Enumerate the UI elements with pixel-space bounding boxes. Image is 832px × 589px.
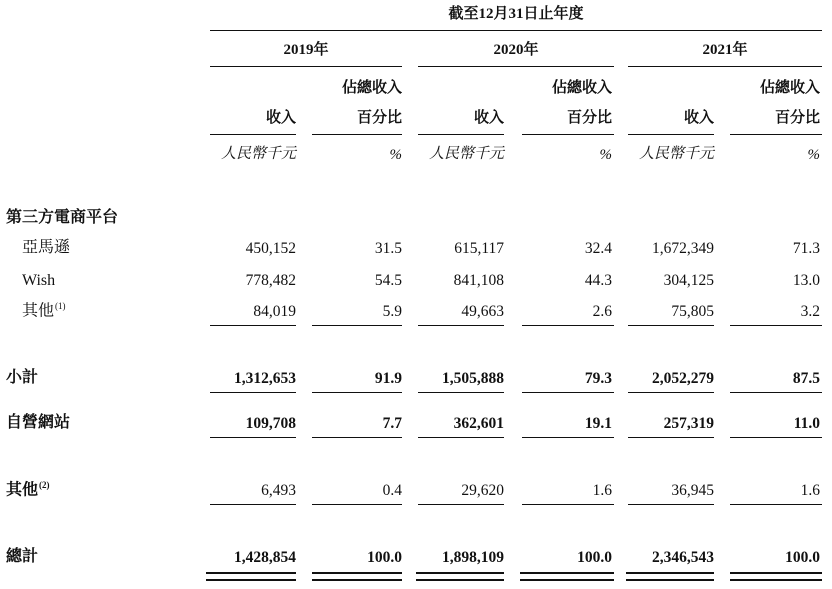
cell-pct-2021: 11.0 <box>793 415 820 432</box>
cell-revenue-2020: 362,601 <box>453 415 504 432</box>
cell-pct-2020: 32.4 <box>584 240 612 257</box>
cell-revenue-2021: 2,346,543 <box>652 549 714 566</box>
cell-pct-2020: 79.3 <box>584 370 612 387</box>
row-label: 亞馬遜 <box>22 239 71 256</box>
row-label: 自營網站 <box>6 414 71 431</box>
unit-pct-2019: % <box>389 147 402 163</box>
row-underline <box>418 504 504 505</box>
cell-pct-2021: 71.3 <box>792 240 820 257</box>
row-label <box>6 481 50 498</box>
row-underline <box>730 437 822 438</box>
unit-rmb-2021: 人民幣千元 <box>638 146 714 162</box>
row-underline <box>312 504 402 505</box>
cell-pct-2019: 91.9 <box>374 370 402 387</box>
footnote-marker: (2) <box>39 480 50 490</box>
row-label-text: 其他 <box>6 481 39 499</box>
year-underline-2019 <box>210 66 402 67</box>
unit-pct-2020: % <box>599 147 612 163</box>
row-underline <box>210 504 296 505</box>
cell-pct-2020: 1.6 <box>592 482 612 499</box>
total-double-underline <box>520 572 614 581</box>
cell-pct-2020: 2.6 <box>592 303 612 320</box>
col-pct-header-2019: 佔總收入 <box>341 80 402 96</box>
cell-pct-2021: 13.0 <box>792 272 820 289</box>
row-underline <box>628 392 714 393</box>
row-underline <box>522 325 614 326</box>
cell-revenue-2019: 84,019 <box>253 303 296 320</box>
cell-revenue-2020: 1,898,109 <box>442 549 504 566</box>
cell-pct-2020: 44.3 <box>584 272 612 289</box>
cell-pct-2021: 100.0 <box>785 549 820 566</box>
period-title: 截至12月31日止年度 <box>448 6 584 22</box>
col-revenue-header-2021: 收入 <box>683 110 714 126</box>
year-underline-2020 <box>418 66 614 67</box>
cell-pct-2021: 87.5 <box>792 370 820 387</box>
row-underline <box>628 437 714 438</box>
row-label <box>22 302 66 319</box>
row-underline <box>522 504 614 505</box>
row-underline <box>730 504 822 505</box>
cell-revenue-2019: 1,428,854 <box>234 549 296 566</box>
section-third-party-title: 第三方電商平台 <box>6 209 119 226</box>
row-underline <box>418 392 504 393</box>
cell-pct-2019: 31.5 <box>374 240 402 257</box>
cell-revenue-2021: 1,672,349 <box>652 240 714 257</box>
row-underline <box>312 392 402 393</box>
cell-revenue-2020: 615,117 <box>454 240 504 257</box>
col-pct-header-2021: 佔總收入 <box>759 80 820 96</box>
total-double-underline <box>416 572 504 581</box>
cell-pct-2021: 3.2 <box>800 303 820 320</box>
cell-pct-2020: 19.1 <box>584 415 612 432</box>
cell-revenue-2020: 841,108 <box>453 272 504 289</box>
row-underline <box>210 392 296 393</box>
row-underline <box>730 392 822 393</box>
col-pct-header2-2020: 百分比 <box>566 110 612 126</box>
row-underline <box>418 437 504 438</box>
cell-pct-2019: 100.0 <box>367 549 402 566</box>
col-pct-header2-2019: 百分比 <box>356 110 402 126</box>
cell-pct-2019: 0.4 <box>382 482 402 499</box>
cell-pct-2019: 54.5 <box>374 272 402 289</box>
col-underline <box>312 134 402 135</box>
row-underline <box>210 325 296 326</box>
cell-revenue-2020: 29,620 <box>461 482 504 499</box>
cell-revenue-2019: 6,493 <box>261 482 296 499</box>
footnote-marker: (1) <box>55 301 66 311</box>
cell-revenue-2019: 1,312,653 <box>234 370 296 387</box>
col-pct-header-2020: 佔總收入 <box>551 80 612 96</box>
cell-revenue-2020: 1,505,888 <box>442 370 504 387</box>
cell-revenue-2021: 304,125 <box>663 272 714 289</box>
row-underline <box>210 437 296 438</box>
col-underline <box>210 134 296 135</box>
total-double-underline <box>730 572 822 581</box>
col-revenue-header-2019: 收入 <box>265 110 296 126</box>
cell-revenue-2021: 257,319 <box>663 415 714 432</box>
total-double-underline <box>312 572 402 581</box>
cell-pct-2019: 7.7 <box>382 415 402 432</box>
row-underline <box>628 325 714 326</box>
year-2020: 2020年 <box>493 42 539 58</box>
cell-pct-2020: 100.0 <box>577 549 612 566</box>
cell-revenue-2019: 109,708 <box>245 415 296 432</box>
year-2021: 2021年 <box>702 42 748 58</box>
cell-pct-2019: 5.9 <box>382 303 402 320</box>
period-underline <box>210 30 822 31</box>
cell-revenue-2021: 75,805 <box>671 303 714 320</box>
row-underline <box>730 325 822 326</box>
cell-revenue-2021: 36,945 <box>671 482 714 499</box>
cell-pct-2021: 1.6 <box>800 482 820 499</box>
cell-revenue-2020: 49,663 <box>461 303 504 320</box>
row-underline <box>312 325 402 326</box>
row-underline <box>628 504 714 505</box>
cell-revenue-2019: 778,482 <box>245 272 296 289</box>
total-double-underline <box>626 572 714 581</box>
row-label-text: 其他 <box>22 302 55 320</box>
row-underline <box>418 325 504 326</box>
col-underline <box>522 134 614 135</box>
unit-rmb-2020: 人民幣千元 <box>428 146 504 162</box>
row-underline <box>522 437 614 438</box>
row-label: 總計 <box>6 548 39 565</box>
row-underline <box>522 392 614 393</box>
total-double-underline <box>206 572 296 581</box>
cell-revenue-2019: 450,152 <box>245 240 296 257</box>
col-revenue-header-2020: 收入 <box>473 110 504 126</box>
row-label: Wish <box>22 272 56 289</box>
year-2019: 2019年 <box>283 42 329 58</box>
col-underline <box>418 134 504 135</box>
year-underline-2021 <box>628 66 822 67</box>
unit-pct-2021: % <box>807 147 820 163</box>
row-underline <box>312 437 402 438</box>
col-underline <box>628 134 714 135</box>
col-underline <box>730 134 822 135</box>
cell-revenue-2021: 2,052,279 <box>652 370 714 387</box>
col-pct-header2-2021: 百分比 <box>774 110 820 126</box>
unit-rmb-2019: 人民幣千元 <box>220 146 296 162</box>
row-label: 小計 <box>6 369 39 386</box>
